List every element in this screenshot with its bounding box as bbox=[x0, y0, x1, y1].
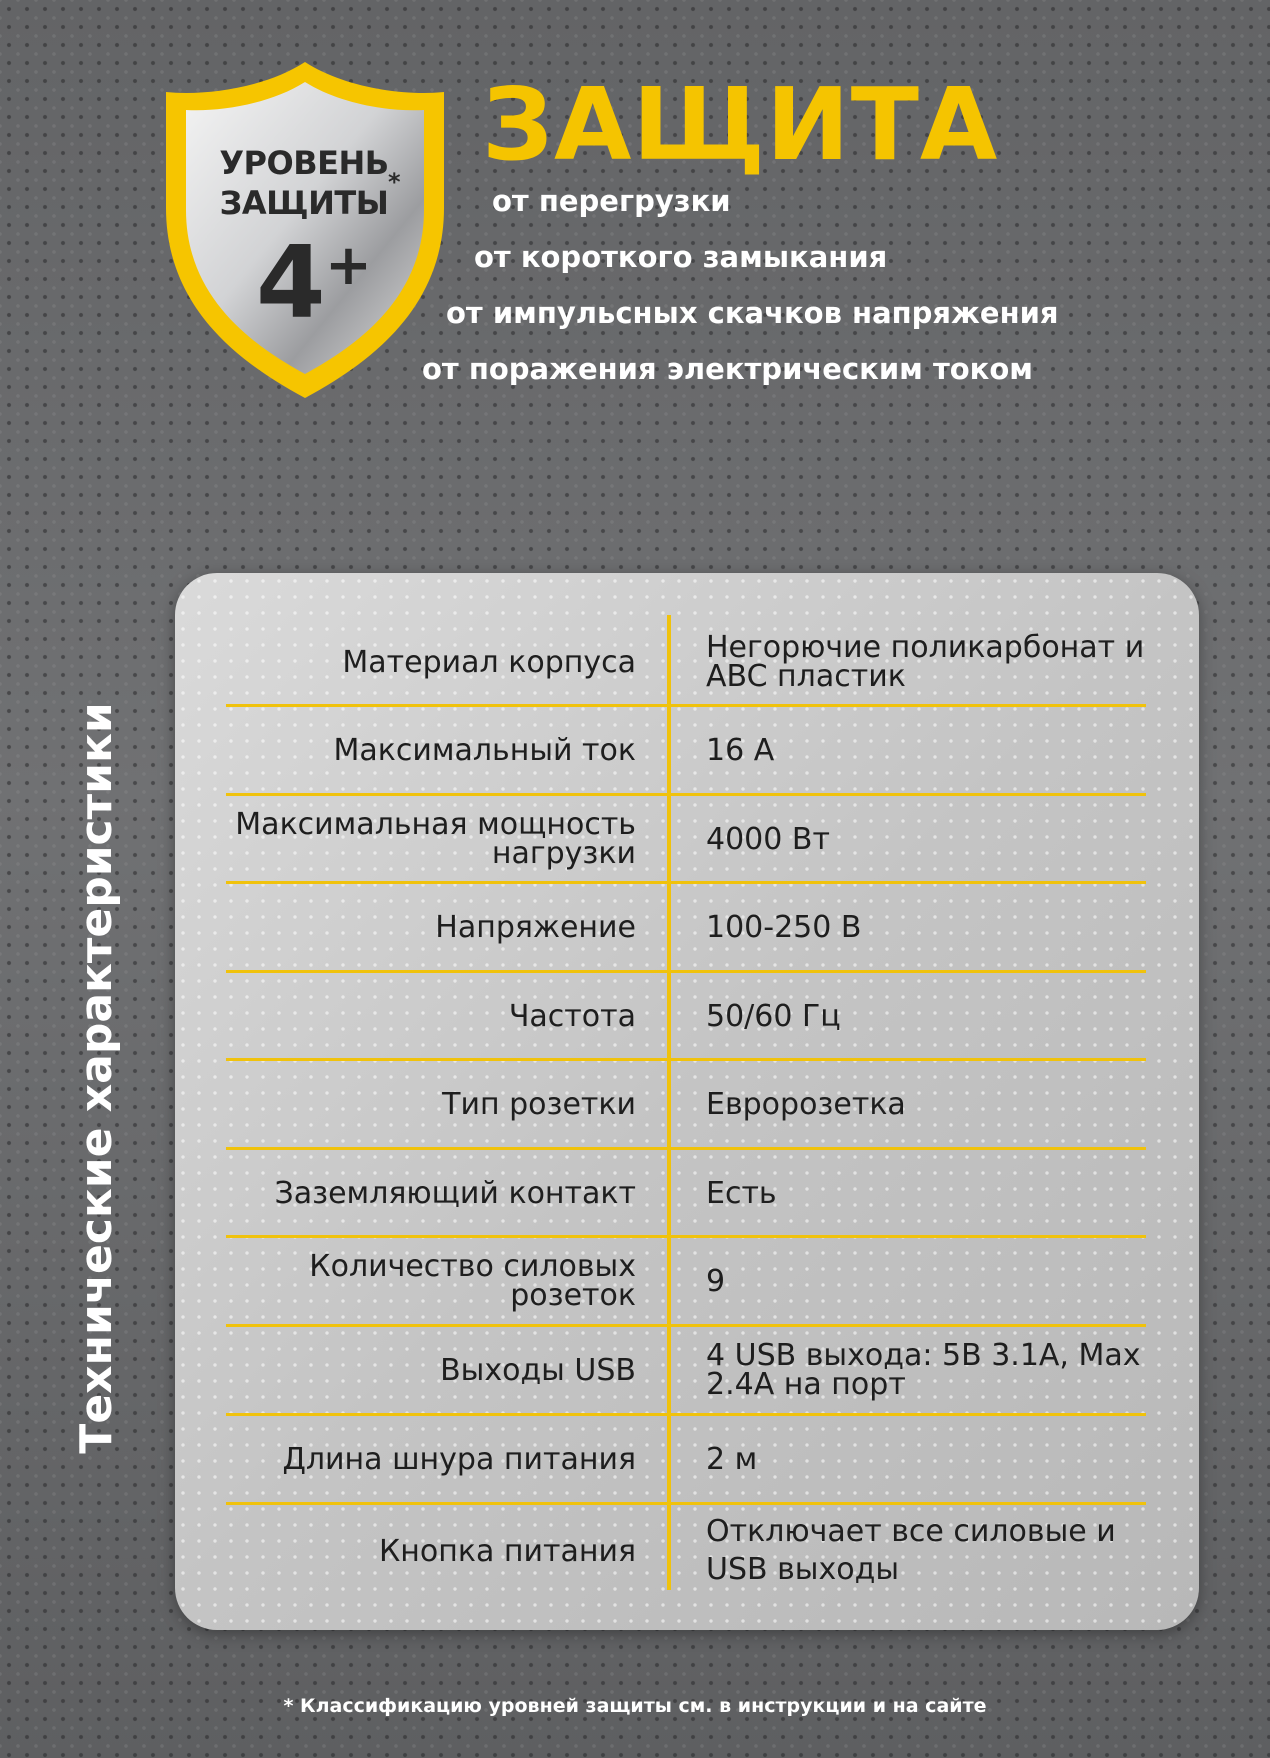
shield-label-line2: ЗАЩИТЫ bbox=[219, 184, 389, 222]
specs-side-title: Технические характеристики bbox=[71, 702, 122, 1454]
shield-asterisk: * bbox=[388, 168, 401, 196]
shield-label bbox=[214, 143, 394, 223]
spec-value: Есть bbox=[706, 1175, 777, 1211]
spec-label: Максимальный ток bbox=[333, 732, 636, 768]
specs-panel bbox=[175, 573, 1199, 1630]
spec-value: 100-250 В bbox=[706, 909, 862, 945]
protection-level-plus: + bbox=[325, 233, 372, 298]
shield-label-line1: УРОВЕНЬ bbox=[219, 144, 389, 182]
spec-row bbox=[226, 796, 1146, 882]
spec-value: Негорючие поликарбонат и ABC пластик bbox=[706, 630, 1145, 694]
spec-row bbox=[226, 1416, 1146, 1502]
spec-value: 16 А bbox=[706, 732, 775, 768]
spec-label: Напряжение bbox=[435, 909, 636, 945]
protection-level-shield bbox=[160, 58, 450, 403]
spec-value: Отключает все силовые и USB выходы bbox=[706, 1514, 1116, 1587]
spec-row bbox=[226, 884, 1146, 970]
feature-item: от короткого замыкания bbox=[474, 240, 888, 274]
spec-row bbox=[226, 973, 1146, 1059]
protection-level-value: 4 bbox=[256, 224, 322, 341]
spec-value: Евророзетка bbox=[706, 1086, 906, 1122]
spec-label: Материал корпуса bbox=[342, 644, 636, 680]
spec-label: Максимальная мощность нагрузки bbox=[235, 807, 636, 871]
spec-value: 9 bbox=[706, 1263, 726, 1299]
spec-label: Тип розетки bbox=[442, 1086, 636, 1122]
spec-row bbox=[226, 1150, 1146, 1236]
page-title: ЗАЩИТА bbox=[482, 66, 999, 183]
spec-label: Частота bbox=[508, 998, 636, 1034]
feature-item: от поражения электрическим током bbox=[422, 352, 1033, 386]
spec-value: 2 м bbox=[706, 1441, 758, 1477]
spec-row bbox=[226, 1327, 1146, 1413]
footnote: * Классификацию уровней защиты см. в инструкции и на сайте bbox=[283, 1695, 987, 1717]
spec-label: Кнопка питания bbox=[378, 1533, 636, 1569]
spec-label: Длина шнура питания bbox=[282, 1441, 636, 1477]
feature-item: от импульсных скачков напряжения bbox=[446, 296, 1059, 330]
spec-row bbox=[226, 618, 1146, 706]
feature-item: от перегрузки bbox=[492, 184, 731, 218]
spec-value: 4 USB выхода: 5В 3.1А, Max 2.4А на порт bbox=[706, 1338, 1141, 1402]
spec-row bbox=[226, 707, 1146, 793]
spec-label: Количество силовых розеток bbox=[309, 1249, 636, 1313]
spec-row bbox=[226, 1061, 1146, 1147]
spec-value: 4000 Вт bbox=[706, 821, 830, 857]
spec-row bbox=[226, 1505, 1146, 1597]
spec-value: 50/60 Гц bbox=[706, 998, 841, 1034]
spec-label: Выходы USB bbox=[440, 1352, 636, 1388]
spec-row bbox=[226, 1238, 1146, 1324]
spec-label: Заземляющий контакт bbox=[274, 1175, 636, 1211]
